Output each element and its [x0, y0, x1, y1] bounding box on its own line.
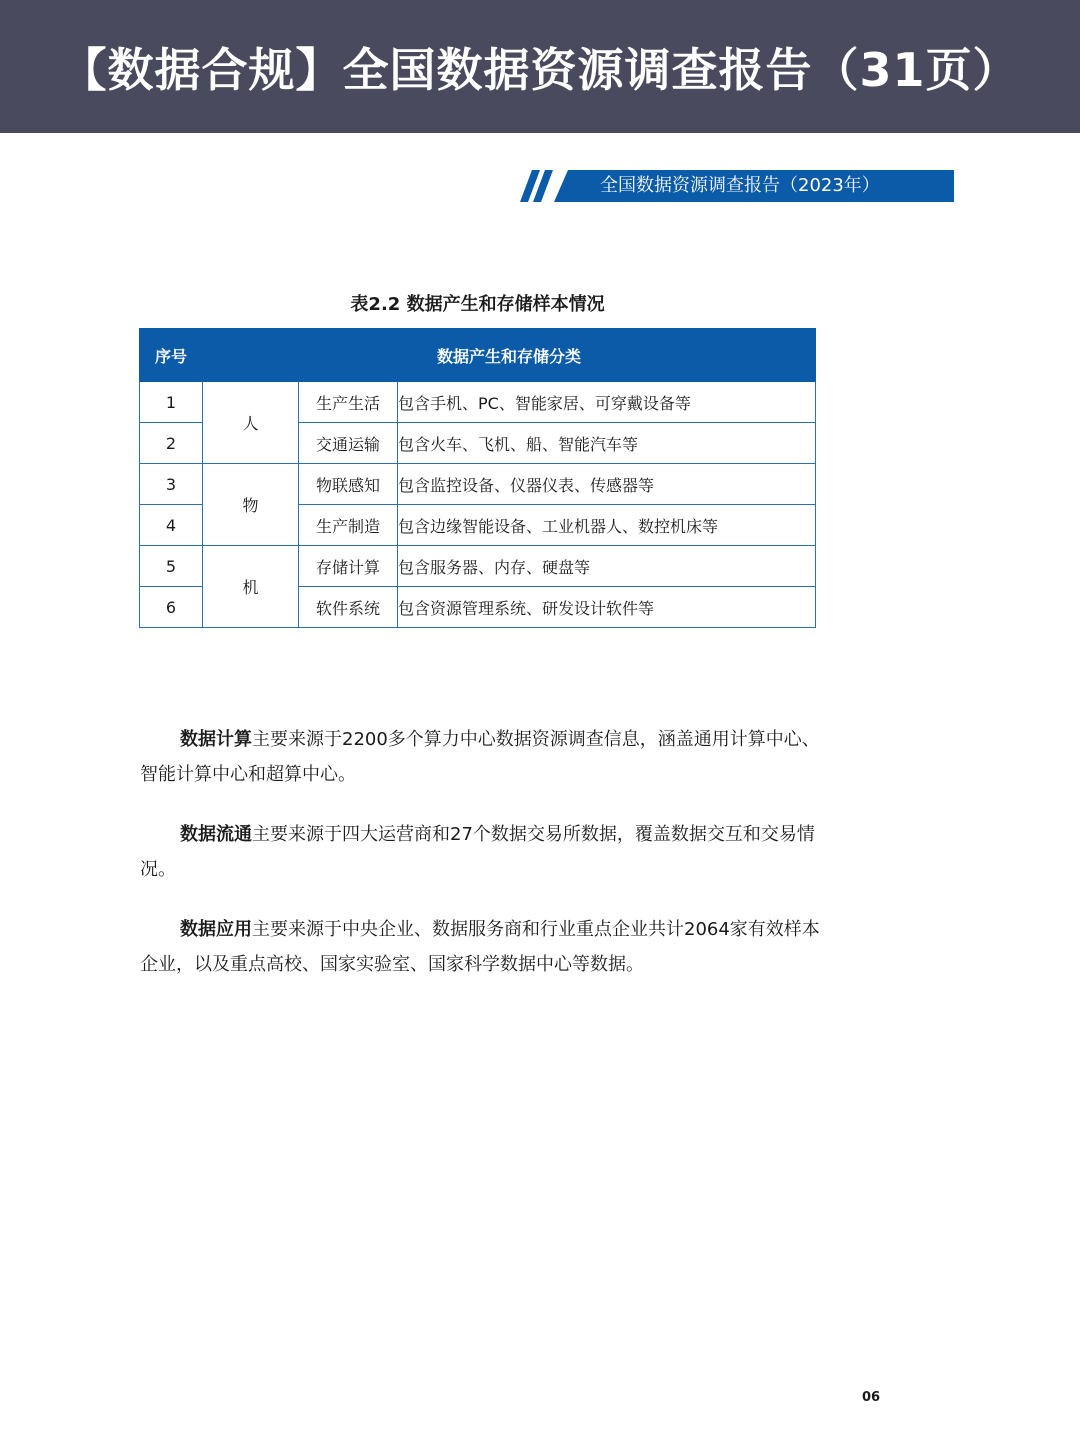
header-index: 序号 — [140, 329, 203, 382]
row-index: 4 — [140, 505, 203, 546]
paragraph-term: 数据应用 — [180, 919, 252, 940]
row-subcategory: 物联感知 — [299, 464, 398, 505]
row-description: 包含服务器、内存、硬盘等 — [398, 546, 816, 587]
group-name: 物 — [203, 464, 299, 546]
table-caption: 表2.2 数据产生和存储样本情况 — [350, 294, 605, 315]
row-description: 包含监控设备、仪器仪表、传感器等 — [398, 464, 816, 505]
table-row — [140, 546, 816, 587]
row-index: 6 — [140, 587, 203, 628]
paragraph-data-application — [140, 912, 830, 982]
row-index: 1 — [140, 382, 203, 423]
row-subcategory: 存储计算 — [299, 546, 398, 587]
row-description: 包含边缘智能设备、工业机器人、数控机床等 — [398, 505, 816, 546]
row-index: 5 — [140, 546, 203, 587]
group-name: 人 — [203, 382, 299, 464]
paragraph-term: 数据流通 — [180, 824, 252, 845]
table-row — [140, 382, 816, 423]
row-description: 包含手机、PC、智能家居、可穿戴设备等 — [398, 382, 816, 423]
row-index: 3 — [140, 464, 203, 505]
page-number: 06 — [862, 1390, 881, 1405]
group-name: 机 — [203, 546, 299, 628]
paragraph-text: 主要来源于四大运营商和27个数据交易所数据，覆盖数据交互和交易情况。 — [140, 824, 815, 880]
banner-title: 【数据合规】全国数据资源调查报告（31页） — [60, 42, 1020, 97]
row-subcategory: 生产制造 — [299, 505, 398, 546]
data-table — [139, 328, 816, 628]
row-index: 2 — [140, 423, 203, 464]
report-header — [520, 170, 954, 202]
paragraph-text: 主要来源于2200多个算力中心数据资源调查信息，涵盖通用计算中心、智能计算中心和超算中心。 — [140, 729, 820, 785]
paragraph-term: 数据计算 — [180, 729, 252, 750]
paragraph-data-computing — [140, 722, 830, 792]
report-header-title: 全国数据资源调查报告（2023年） — [600, 175, 880, 196]
row-subcategory: 交通运输 — [299, 423, 398, 464]
table-header-row — [140, 329, 816, 382]
paragraph-data-circulation — [140, 817, 830, 887]
row-subcategory: 生产生活 — [299, 382, 398, 423]
row-description: 包含资源管理系统、研发设计软件等 — [398, 587, 816, 628]
row-description: 包含火车、飞机、船、智能汽车等 — [398, 423, 816, 464]
top-banner — [0, 0, 1080, 133]
table-row — [140, 464, 816, 505]
row-subcategory: 软件系统 — [299, 587, 398, 628]
header-category: 数据产生和存储分类 — [203, 329, 816, 382]
paragraph-text: 主要来源于中央企业、数据服务商和行业重点企业共计2064家有效样本企业，以及重点高校、国家实验室、国家科学数据中心等数据。 — [140, 919, 820, 975]
